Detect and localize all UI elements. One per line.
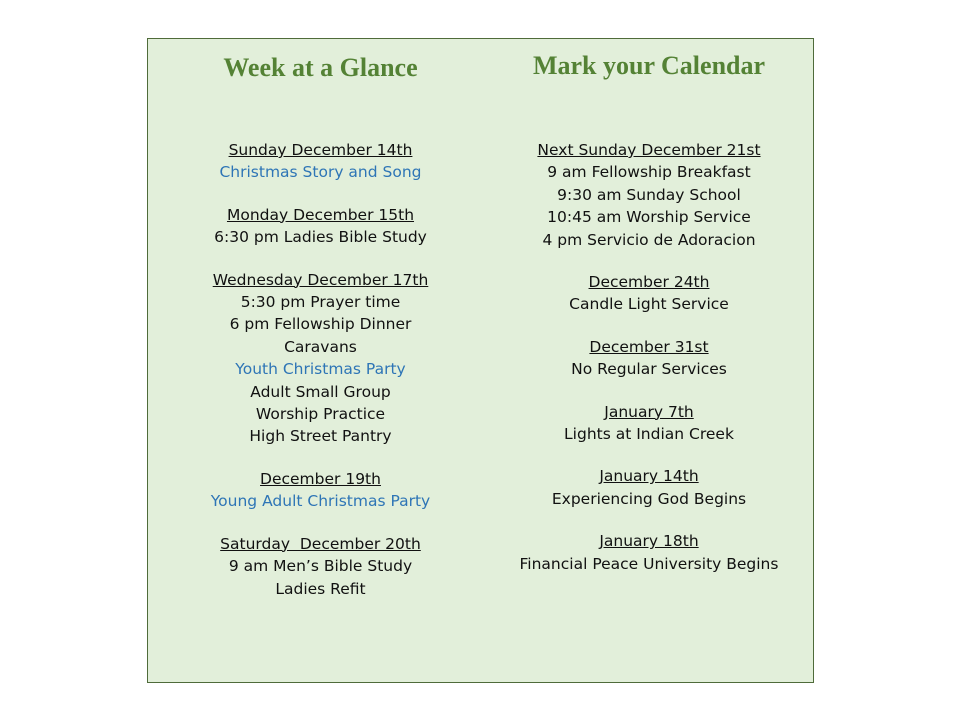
event-item: Financial Peace University Begins [519, 554, 779, 573]
event-item: Young Adult Christmas Party [210, 492, 431, 511]
event-date: Wednesday December 17th [212, 270, 429, 289]
event-group [148, 468, 493, 513]
event-item: 9 am Fellowship Breakfast [547, 163, 751, 182]
event-group [484, 271, 814, 316]
week-events [148, 139, 493, 600]
event-date: December 24th [588, 273, 710, 292]
calendar-events [484, 139, 814, 575]
event-item: Ladies Refit [275, 579, 366, 598]
event-item: Caravans [284, 337, 357, 356]
event-item: 4 pm Servicio de Adoracion [542, 230, 756, 249]
event-date: Sunday December 14th [228, 141, 413, 159]
event-item: No Regular Services [571, 360, 727, 379]
event-item: Worship Practice [255, 405, 386, 424]
event-group [484, 336, 814, 381]
event-date: December 31st [589, 337, 709, 356]
event-date: December 19th [260, 469, 381, 488]
event-group [484, 139, 814, 251]
event-group [148, 533, 493, 600]
event-item: Adult Small Group [250, 382, 391, 401]
bulletin-panel [147, 38, 814, 683]
event-item: Lights at Indian Creek [564, 425, 734, 444]
event-item: Experiencing God Begins [551, 489, 747, 508]
week-at-a-glance-column [148, 39, 493, 620]
event-item: 5:30 pm Prayer time [240, 293, 401, 312]
event-group [148, 269, 493, 448]
event-date: Monday December 15th [226, 205, 415, 224]
mark-your-calendar-title: Mark your Calendar [532, 51, 766, 80]
event-item: Christmas Story and Song [219, 163, 422, 182]
week-at-a-glance-title: Week at a Glance [223, 53, 418, 82]
event-date: Saturday December 20th [220, 534, 421, 553]
event-item: Candle Light Service [569, 295, 729, 314]
event-date: January 14th [599, 467, 699, 486]
event-group [484, 401, 814, 446]
event-date: January 7th [604, 402, 694, 421]
event-item: 9:30 am Sunday School [557, 185, 741, 204]
event-item: 10:45 am Worship Service [547, 208, 751, 227]
event-group [148, 204, 493, 249]
event-item: 9 am Men’s Bible Study [228, 557, 413, 576]
mark-your-calendar-column [484, 39, 814, 595]
event-group [148, 139, 493, 184]
event-group [484, 530, 814, 575]
event-item: High Street Pantry [249, 427, 392, 446]
event-item: 6 pm Fellowship Dinner [229, 315, 412, 334]
event-group [484, 465, 814, 510]
event-date: Next Sunday December 21st [537, 141, 761, 159]
event-item: 6:30 pm Ladies Bible Study [214, 228, 427, 247]
event-item: Youth Christmas Party [235, 360, 406, 379]
event-date: January 18th [599, 532, 699, 551]
